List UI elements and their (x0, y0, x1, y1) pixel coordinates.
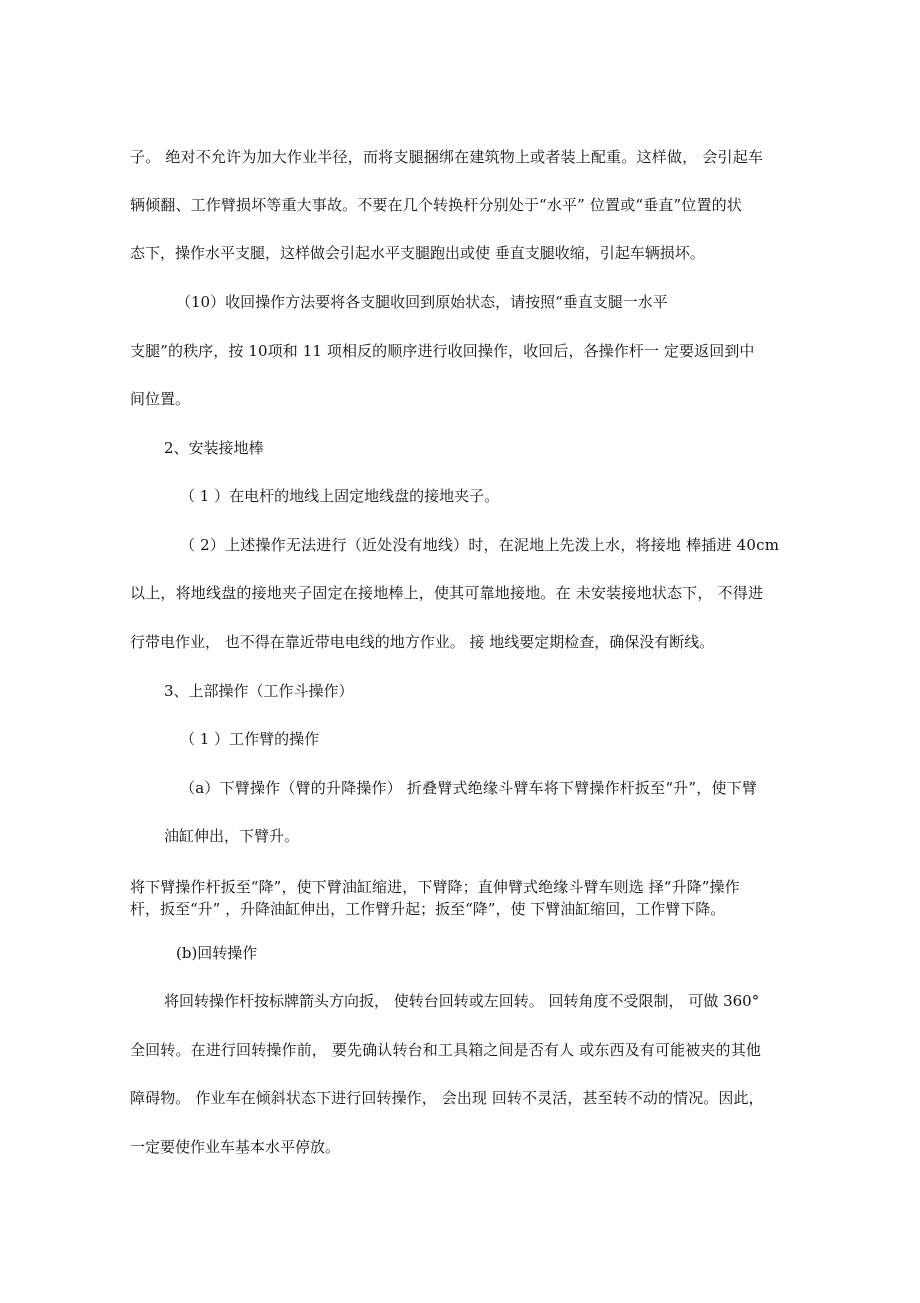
text-line: 一定要使作业车基本水平停放。 (130, 1138, 341, 1156)
text-line: 辆倾翻、工作臂损坏等重大事故。不要在几个转换杆分别处于“水平” 位置或“垂直”位置的状 (130, 196, 742, 214)
text-line: （ 1 ）在电杆的地线上固定地线盘的接地夹子。 (180, 487, 500, 505)
text-line: 以上，将地线盘的接地夹子固定在接地棒上，使其可靠地接地。在 未安装接地状态下， 不得进 (130, 584, 764, 602)
text-line: 将下臂操作杆扳至“降”，使下臂油缸缩进，下臂降；直伸臂式绝缘斗臂车则选 择“升降”操作 (130, 878, 740, 896)
text-line: 支腿”的秩序，按 10项和 11 项相反的顺序进行收回操作，收回后，各操作杆一 定要返回到中 (130, 342, 755, 360)
text-line: 将回转操作杆按标牌箭头方向扳， 使转台回转或左回转。 回转角度不受限制， 可做 360° (164, 992, 760, 1010)
text-line: 障碍物。 作业车在倾斜状态下进行回转操作， 会出现 回转不灵活，甚至转不动的情况。因此， (130, 1089, 764, 1107)
text-line: 杆，扳至“升” ，升降油缸伸出，工作臂升起；扳至“降”，使 下臂油缸缩回，工作臂下降。 (130, 900, 726, 918)
text-line: 态下，操作水平支腿，这样做会引起水平支腿跑出或使 垂直支腿收缩，引起车辆损坏。 (130, 244, 705, 262)
text-line: （ 1 ）工作臂的操作 (180, 730, 320, 748)
text-line: （a）下臂操作（臂的升降操作） 折叠臂式绝缘斗臂车将下臂操作杆扳至“升”，使下臂 (180, 779, 758, 797)
text-line: （10）收回操作方法要将各支腿收回到原始状态，请按照“垂直支腿一水平 (176, 293, 668, 311)
section-heading: (b)回转操作 (176, 944, 258, 962)
text-line: 子。 绝对不允许为加大作业半径，而将支腿捆绑在建筑物上或者装上配重。这样做， 会引起车 (130, 148, 764, 166)
text-line: 油缸伸出，下臂升。 (164, 827, 300, 845)
text-line: 行带电作业， 也不得在靠近带电电线的地方作业。 接 地线要定期检查，确保没有断线。 (130, 633, 715, 651)
text-line: 间位置。 (130, 390, 191, 408)
section-heading: 2、安装接地棒 (164, 439, 264, 457)
text-line: 全回转。在进行回转操作前， 要先确认转台和工具箱之间是否有人 或东西及有可能被夹的其他 (130, 1041, 761, 1059)
section-heading: 3、上部操作（工作斗操作） (164, 682, 354, 700)
text-line: （ 2）上述操作无法进行（近处没有地线）时，在泥地上先泼上水，将接地 棒插进 40cm (180, 536, 780, 554)
